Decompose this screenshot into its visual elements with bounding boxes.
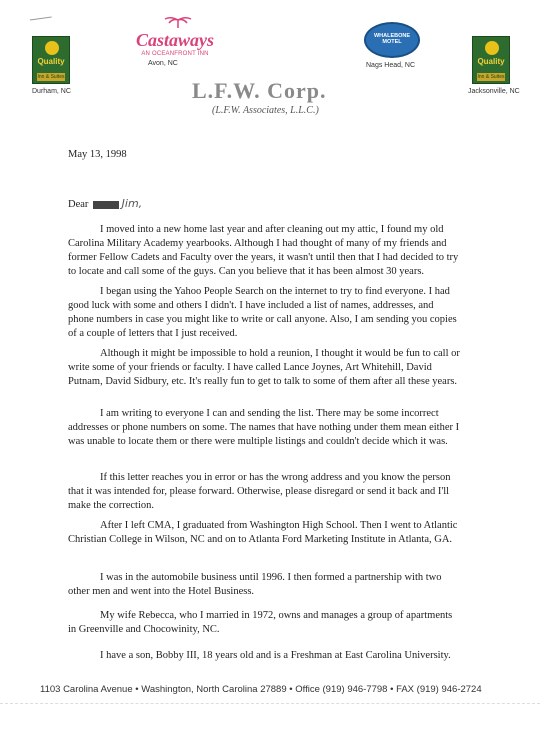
- sun-icon: [45, 41, 59, 55]
- company-name: L.F.W. Corp.: [192, 78, 327, 103]
- paragraph: I have a son, Bobby III, 18 years old and is a Freshman at East Carolina University.: [100, 650, 451, 661]
- whalebone-motel-logo: WHALEBONE MOTEL: [364, 22, 420, 58]
- sun-icon: [485, 41, 499, 55]
- handwritten-name: Jim,: [121, 197, 143, 210]
- palm-tree-icon: [163, 16, 193, 28]
- letter-date: May 13, 1998: [68, 149, 127, 160]
- paragraph: My wife Rebecca, who I married in 1972, owns and manages a group of apartments in Greenville and Chocowinity, NC.: [68, 610, 453, 635]
- quality-inn-logo-durham: Quality Inn & Suites: [32, 36, 70, 84]
- scan-artifact-line: [0, 703, 540, 704]
- footer-address: 1103 Carolina Avenue • Washington, North Carolina 27889 • Office (919) 946-7798 • FAX (919) 946-2724: [40, 684, 482, 695]
- logo-caption-jacksonville: Jacksonville, NC: [468, 88, 520, 95]
- logo-caption-durham: Durham, NC: [32, 88, 71, 95]
- letterhead: [0, 0, 540, 125]
- logo-caption-avon: Avon, NC: [148, 60, 178, 67]
- quality-inn-logo-jacksonville: Quality Inn & Suites: [472, 36, 510, 84]
- paragraph: I am writing to everyone I can and sending the list. There may be some incorrect addresses or phone numbers on some. The names that have nothing under them mean either I was unable to locate them or there were multiple listings and couldn't decide which it was.: [68, 408, 460, 447]
- paragraph: Although it might be impossible to hold a reunion, I thought it would be fun to call or write some of your friends or faculty. I have called Lance Joynes, Art Whitehill, David Putnam, David Sidbury, etc. It's really fun to get to talk to some of them after all these years.: [68, 348, 460, 387]
- paragraph: I was in the automobile business until 1996. I then formed a partnership with two other men and went into the Hotel Business.: [68, 572, 442, 597]
- redaction-mark: [93, 201, 119, 209]
- paragraph: If this letter reaches you in error or has the wrong address and you know the person that it was intended for, please forward. Otherwise, please disregard or send it back and I'll make the correction.: [68, 472, 451, 511]
- paragraph: After I left CMA, I graduated from Washington High School. Then I went to Atlantic Christian College in Wilson, NC and on to Atlanta Ford Marketing Institute in Atlanta, GA.: [68, 520, 458, 545]
- paragraph: I began using the Yahoo People Search on the internet to try to find everyone. I had good luck with some and others I didn't. I have included a list of names, addresses, and phone numbers in case you might like to write or call anyone. Also, I am sending you copies of a couple of letters that I just received.: [68, 286, 457, 339]
- paragraph: I moved into a new home last year and after cleaning out my attic, I found my old Carolina Military Academy yearbooks. Although I had thought of many of my friends and former Fellow Cadets and Faculty over the years, it wasn't until then that I had decided to try to locate and call some of the guys. Can you believe that it has been almost 30 years.: [68, 224, 459, 277]
- company-associates: (L.F.W. Associates, L.L.C.): [212, 105, 319, 116]
- logo-caption-nags-head: Nags Head, NC: [366, 62, 416, 69]
- salutation: Dear Jim,: [68, 197, 143, 210]
- castaways-logo: Castaways AN OCEANFRONT INN: [125, 22, 225, 57]
- handwritten-mark: [30, 16, 52, 24]
